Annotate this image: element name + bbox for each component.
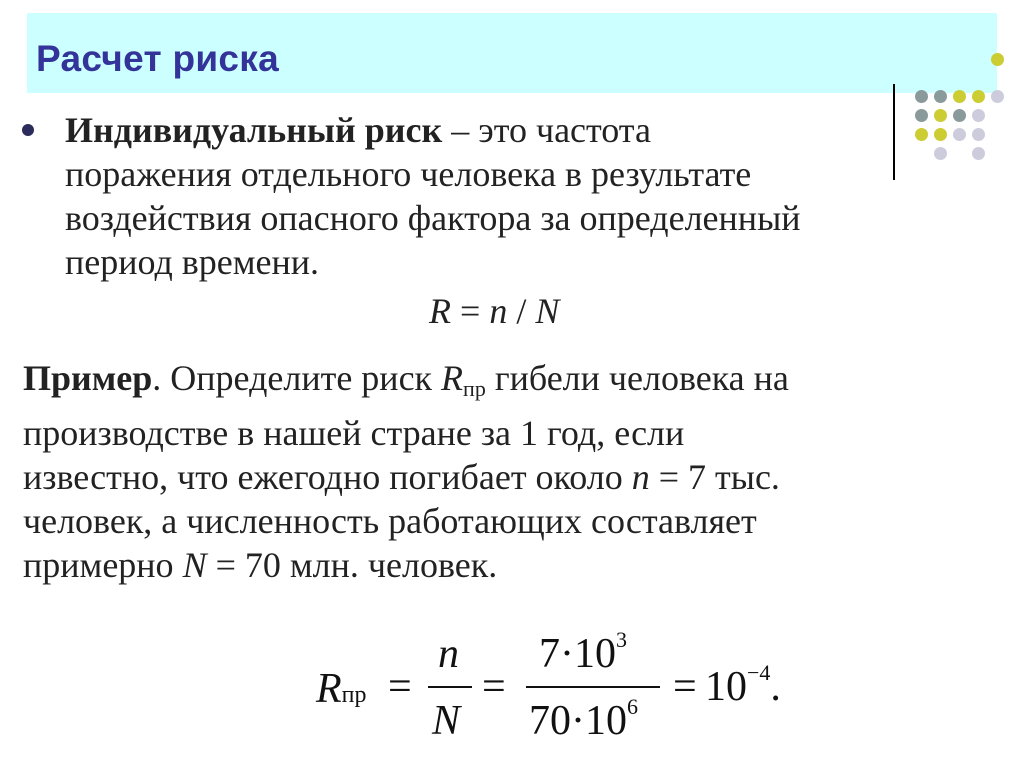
bullet-icon	[22, 124, 34, 136]
formula-op: =	[451, 291, 490, 331]
term: Индивидуальный риск	[65, 110, 443, 150]
formula-equals: =	[482, 664, 506, 710]
formula-subscript: пр	[341, 682, 367, 708]
example-paragraph	[23, 356, 1013, 587]
definition-line: период времени.	[65, 242, 320, 282]
definition-line: поражения отдельного человека в результате	[65, 154, 752, 194]
formula-number: 7·10	[539, 631, 616, 677]
decor-dot	[991, 53, 1004, 66]
formula-number: 70·10	[529, 698, 627, 744]
example-text: человек, а численность работающих составляет	[23, 501, 757, 541]
fraction-numerator	[438, 630, 459, 678]
example-text: примерно	[23, 545, 183, 585]
formula-var: R	[429, 291, 451, 331]
decor-dot	[915, 90, 928, 103]
example-text: . Определите риск	[152, 358, 442, 398]
formula-number: 10	[705, 664, 747, 710]
example-text: гибели человека на	[485, 358, 789, 398]
fraction-denominator	[432, 697, 460, 745]
definition-paragraph	[65, 108, 1015, 284]
formula-var: n	[438, 631, 459, 677]
slide-title: Расчет риска	[36, 38, 279, 79]
example-label: Пример	[23, 358, 153, 398]
formula-exponent: 3	[616, 627, 627, 652]
formula-exponent: −4	[747, 660, 771, 685]
fraction-bar	[526, 686, 660, 688]
formula-var: n	[489, 291, 508, 331]
formula-lhs	[316, 665, 367, 713]
example-text: известно, что ежегодно погибает около	[23, 457, 632, 497]
example-text: = 7 тыс.	[649, 457, 780, 497]
decor-dot	[972, 90, 985, 103]
example-var: R	[441, 358, 464, 398]
example-text: производстве в нашей стране за 1 год, если	[23, 413, 685, 453]
risk-formula	[429, 291, 559, 331]
formula-result	[705, 660, 781, 711]
formula-equals: =	[388, 664, 412, 710]
formula-period: .	[770, 664, 781, 710]
example-text: = 70 млн. человек.	[206, 545, 498, 585]
fraction-numerator	[539, 627, 627, 678]
formula-exponent: 6	[627, 694, 638, 719]
example-var: n	[631, 457, 650, 497]
example-subscript: пр	[463, 376, 486, 401]
definition-text: – это частота	[442, 110, 651, 150]
formula-op: /	[507, 291, 536, 331]
fraction-denominator	[529, 694, 638, 745]
decor-dot	[934, 90, 947, 103]
definition-line: воздействия опасного фактора за определенный	[65, 198, 801, 238]
formula-var: R	[316, 666, 342, 712]
formula-equals: =	[673, 664, 697, 710]
fraction-bar	[428, 686, 472, 688]
decor-dot	[991, 90, 1004, 103]
example-var: N	[182, 545, 207, 585]
formula-var: N	[535, 291, 560, 331]
decor-dot	[953, 90, 966, 103]
formula-var: N	[432, 698, 461, 744]
